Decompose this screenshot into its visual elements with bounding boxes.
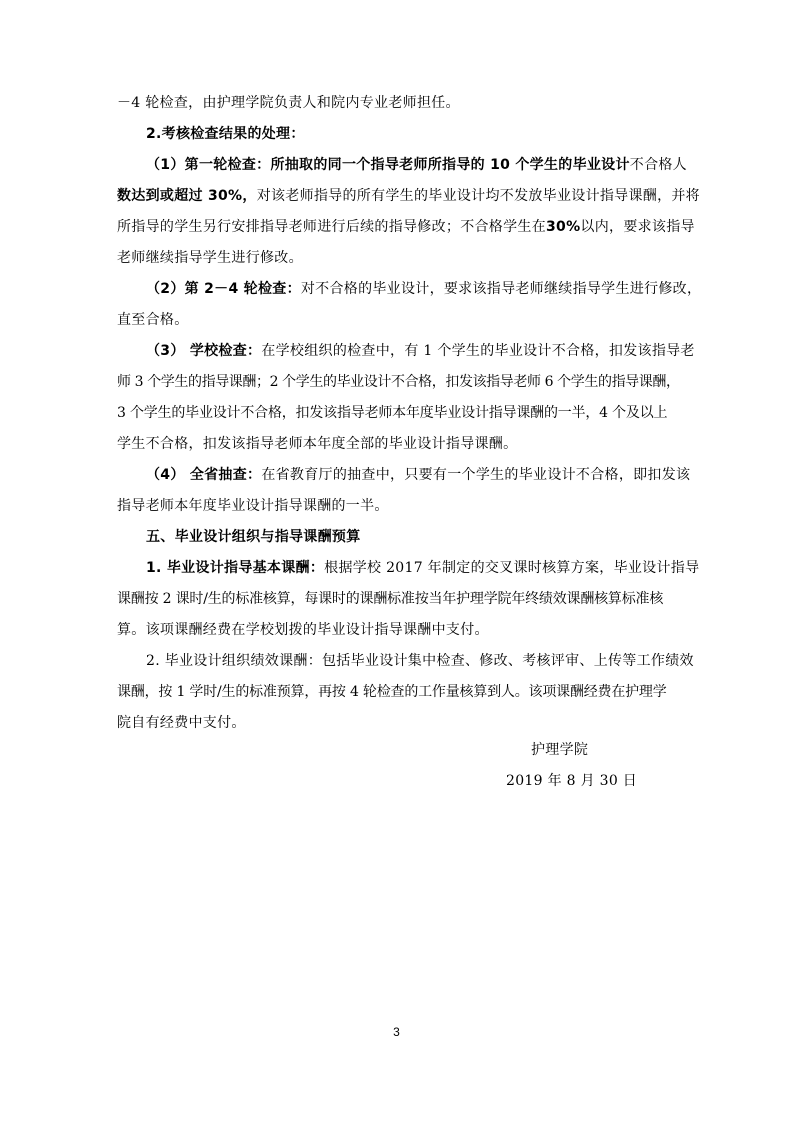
- paragraph-line: [117, 93, 460, 113]
- section-heading: [146, 527, 361, 547]
- paragraph-line: [146, 341, 695, 361]
- paragraph-line: [117, 434, 517, 454]
- paragraph-line: [117, 713, 246, 733]
- signature-date: [506, 771, 637, 791]
- paragraph-line: [146, 651, 694, 671]
- paragraph-line: [117, 496, 389, 516]
- text: 直至合格。: [117, 312, 189, 328]
- paragraph-line: [117, 589, 663, 609]
- bold-text: 1. 毕业设计指导基本课酬：: [146, 560, 325, 576]
- paragraph-line: [117, 248, 303, 268]
- text: 指导老师本年度毕业设计指导课酬的一半。: [117, 498, 389, 514]
- heading-text: 2.考核检查结果的处理：: [146, 126, 305, 142]
- paragraph-line: [117, 682, 667, 702]
- paragraph-line: [117, 620, 489, 640]
- paragraph-line: [117, 310, 189, 330]
- text: 以内，要求该指导: [580, 219, 695, 235]
- page-number: 3: [393, 1025, 400, 1039]
- paragraph-line: [146, 155, 687, 175]
- paragraph-line: [146, 465, 690, 485]
- text: 对不合格的毕业设计，要求该指导老师继续指导学生进行修改，: [300, 281, 702, 297]
- text: 2019 年 8 月 30 日: [506, 773, 638, 789]
- text: 课酬，按 1 学时/生的标准预算，再按 4 轮检查的工作量核算到人。该项课酬经费在护理学: [117, 684, 667, 700]
- text: 对该老师指导的所有学生的毕业设计均不发放毕业设计指导课酬，并将: [256, 188, 700, 204]
- text: 根据学校 2017 年制定的交叉课时核算方案，毕业设计指导: [324, 560, 700, 576]
- paragraph-line: [146, 279, 701, 299]
- paragraph-line: [117, 186, 700, 206]
- bold-text: （4） 全省抽查：: [146, 467, 262, 483]
- text: 护理学院: [531, 742, 589, 758]
- section-heading: [146, 124, 305, 144]
- text: 课酬按 2 课时/生的标准核算，每课时的课酬标准按当年护理学院年终绩效课酬核算标准核: [117, 591, 664, 607]
- bold-text: （1）第一轮检查：所抽取的同一个指导老师所指导的 10 个学生的毕业设计: [146, 157, 630, 173]
- bold-text: 30%: [546, 219, 581, 235]
- bold-text: （2）第 2－4 轮检查：: [146, 281, 301, 297]
- text: 在学校组织的检查中，有 1 个学生的毕业设计不合格，扣发该指导老: [261, 343, 695, 359]
- bold-text: （3） 学校检查：: [146, 343, 262, 359]
- text: 学生不合格，扣发该指导老师本年度全部的毕业设计指导课酬。: [117, 436, 518, 452]
- text: 老师继续指导学生进行修改。: [117, 250, 303, 266]
- text: 院自有经费中支付。: [117, 715, 246, 731]
- bold-text: 数达到或超过 30%，: [117, 188, 257, 204]
- heading-text: 五、毕业设计组织与指导课酬预算: [146, 529, 361, 545]
- text: 师 3 个学生的指导课酬；2 个学生的毕业设计不合格，扣发该指导老师 6 个学生的指导课酬，: [117, 374, 680, 390]
- paragraph-line: [146, 558, 699, 578]
- text: 算。该项课酬经费在学校划拨的毕业设计指导课酬中支付。: [117, 622, 489, 638]
- text: 所指导的学生另行安排指导老师进行后续的指导修改；不合格学生在: [117, 219, 546, 235]
- paragraph-line: [117, 372, 680, 392]
- text: 不合格人: [629, 157, 687, 173]
- signature-organization: [531, 740, 588, 760]
- paragraph-line: [117, 403, 667, 423]
- text: 2. 毕业设计组织绩效课酬：包括毕业设计集中检查、修改、考核评审、上传等工作绩效: [146, 653, 694, 669]
- paragraph-line: [117, 217, 695, 237]
- text: 在省教育厅的抽查中，只要有一个学生的毕业设计不合格，即扣发该: [261, 467, 691, 483]
- text: 3 个学生的毕业设计不合格，扣发该指导老师本年度毕业设计指导课酬的一半，4 个及以上: [117, 405, 668, 421]
- text: －4 轮检查，由护理学院负责人和院内专业老师担任。: [117, 95, 460, 111]
